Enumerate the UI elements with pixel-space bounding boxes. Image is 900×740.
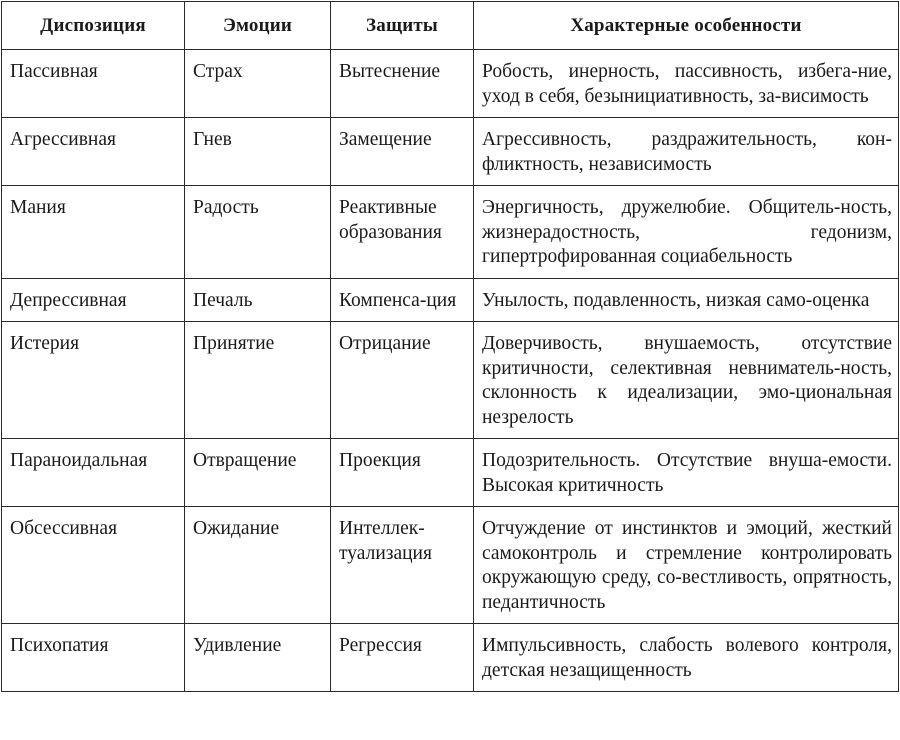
cell-defense bbox=[331, 278, 474, 322]
cell-emotion bbox=[185, 507, 331, 624]
disposition-text: Истерия bbox=[10, 333, 80, 354]
features-text: Подозрительность. Отсутствие внуша-емости. Высокая критичность bbox=[482, 450, 892, 496]
disposition-text: Психопатия bbox=[10, 635, 109, 656]
cell-emotion bbox=[185, 118, 331, 186]
defense-text: Замещение bbox=[339, 129, 432, 150]
cell-emotion bbox=[185, 50, 331, 118]
cell-features bbox=[474, 186, 899, 279]
cell-defense bbox=[331, 186, 474, 279]
emotion-text: Ожидание bbox=[193, 518, 280, 539]
cell-features bbox=[474, 322, 899, 439]
table-row bbox=[2, 118, 899, 186]
disposition-text: Параноидальная bbox=[10, 450, 148, 471]
emotion-text: Радость bbox=[193, 197, 259, 218]
features-text: Доверчивость, внушаемость, отсутствие критичности, селективная невниматель-ность, склонность к идеализации, эмо-циональная незрелость bbox=[482, 333, 892, 428]
features-text: Энергичность, дружелюбие. Общитель-ность, жизнерадостность, гедонизм, гипертрофированная социабельность bbox=[482, 197, 892, 267]
features-text: Унылость, подавленность, низкая само-оценка bbox=[482, 289, 870, 311]
defense-text: Компенса-ция bbox=[339, 289, 457, 311]
emotion-text: Удивление bbox=[193, 635, 282, 656]
defense-text: Интеллек-туализация bbox=[339, 518, 432, 564]
cell-disposition bbox=[2, 507, 185, 624]
cell-defense bbox=[331, 50, 474, 118]
header-emotions: Эмоции bbox=[185, 2, 331, 50]
cell-features bbox=[474, 507, 899, 624]
defense-text: Регрессия bbox=[339, 635, 422, 656]
table-row bbox=[2, 50, 899, 118]
cell-disposition bbox=[2, 186, 185, 279]
cell-features bbox=[474, 50, 899, 118]
features-text: Робость, инерность, пассивность, избега-ние, уход в себя, безынициативность, за-висимость bbox=[482, 61, 892, 107]
disposition-text: Агрессивная bbox=[10, 129, 116, 150]
cell-disposition bbox=[2, 439, 185, 507]
table-row bbox=[2, 278, 899, 322]
disposition-text: Обсессивная bbox=[10, 518, 118, 539]
cell-disposition bbox=[2, 624, 185, 692]
disposition-text: Мания bbox=[10, 197, 66, 218]
disposition-text: Депрессивная bbox=[10, 289, 127, 311]
cell-disposition bbox=[2, 118, 185, 186]
cell-emotion bbox=[185, 439, 331, 507]
features-text: Импульсивность, слабость волевого контроля, детская незащищенность bbox=[482, 635, 892, 681]
disposition-table bbox=[1, 1, 899, 692]
emotion-text: Страх bbox=[193, 61, 243, 82]
emotion-text: Печаль bbox=[193, 289, 253, 311]
emotion-text: Отвращение bbox=[193, 450, 297, 471]
header-features: Характерные особенности bbox=[474, 2, 899, 50]
disposition-text: Пассивная bbox=[10, 61, 98, 82]
header-disposition: Диспозиция bbox=[2, 2, 185, 50]
defense-text: Отрицание bbox=[339, 333, 431, 354]
cell-emotion bbox=[185, 186, 331, 279]
cell-defense bbox=[331, 322, 474, 439]
cell-disposition bbox=[2, 50, 185, 118]
defense-text: Реактивные образования bbox=[339, 197, 442, 243]
emotion-text: Принятие bbox=[193, 333, 275, 354]
cell-defense bbox=[331, 507, 474, 624]
cell-features bbox=[474, 118, 899, 186]
cell-emotion bbox=[185, 322, 331, 439]
cell-defense bbox=[331, 439, 474, 507]
table-row bbox=[2, 322, 899, 439]
header-row bbox=[2, 2, 899, 50]
cell-emotion bbox=[185, 624, 331, 692]
cell-features bbox=[474, 439, 899, 507]
table-row bbox=[2, 186, 899, 279]
cell-defense bbox=[331, 118, 474, 186]
header-defenses: Защиты bbox=[331, 2, 474, 50]
cell-features bbox=[474, 624, 899, 692]
cell-disposition bbox=[2, 322, 185, 439]
cell-features bbox=[474, 278, 899, 322]
defense-text: Проекция bbox=[339, 450, 421, 471]
table-row bbox=[2, 439, 899, 507]
emotion-text: Гнев bbox=[193, 129, 232, 150]
cell-emotion bbox=[185, 278, 331, 322]
cell-disposition bbox=[2, 278, 185, 322]
features-text: Агрессивность, раздражительность, кон-фликтность, независимость bbox=[482, 129, 892, 175]
table-row bbox=[2, 507, 899, 624]
cell-defense bbox=[331, 624, 474, 692]
defense-text: Вытеснение bbox=[339, 61, 441, 82]
features-text: Отчуждение от инстинктов и эмоций, жесткий самоконтроль и стремление контролировать окружающую среду, со-вестливость, опрятность, педантичность bbox=[482, 518, 892, 613]
table-row bbox=[2, 624, 899, 692]
